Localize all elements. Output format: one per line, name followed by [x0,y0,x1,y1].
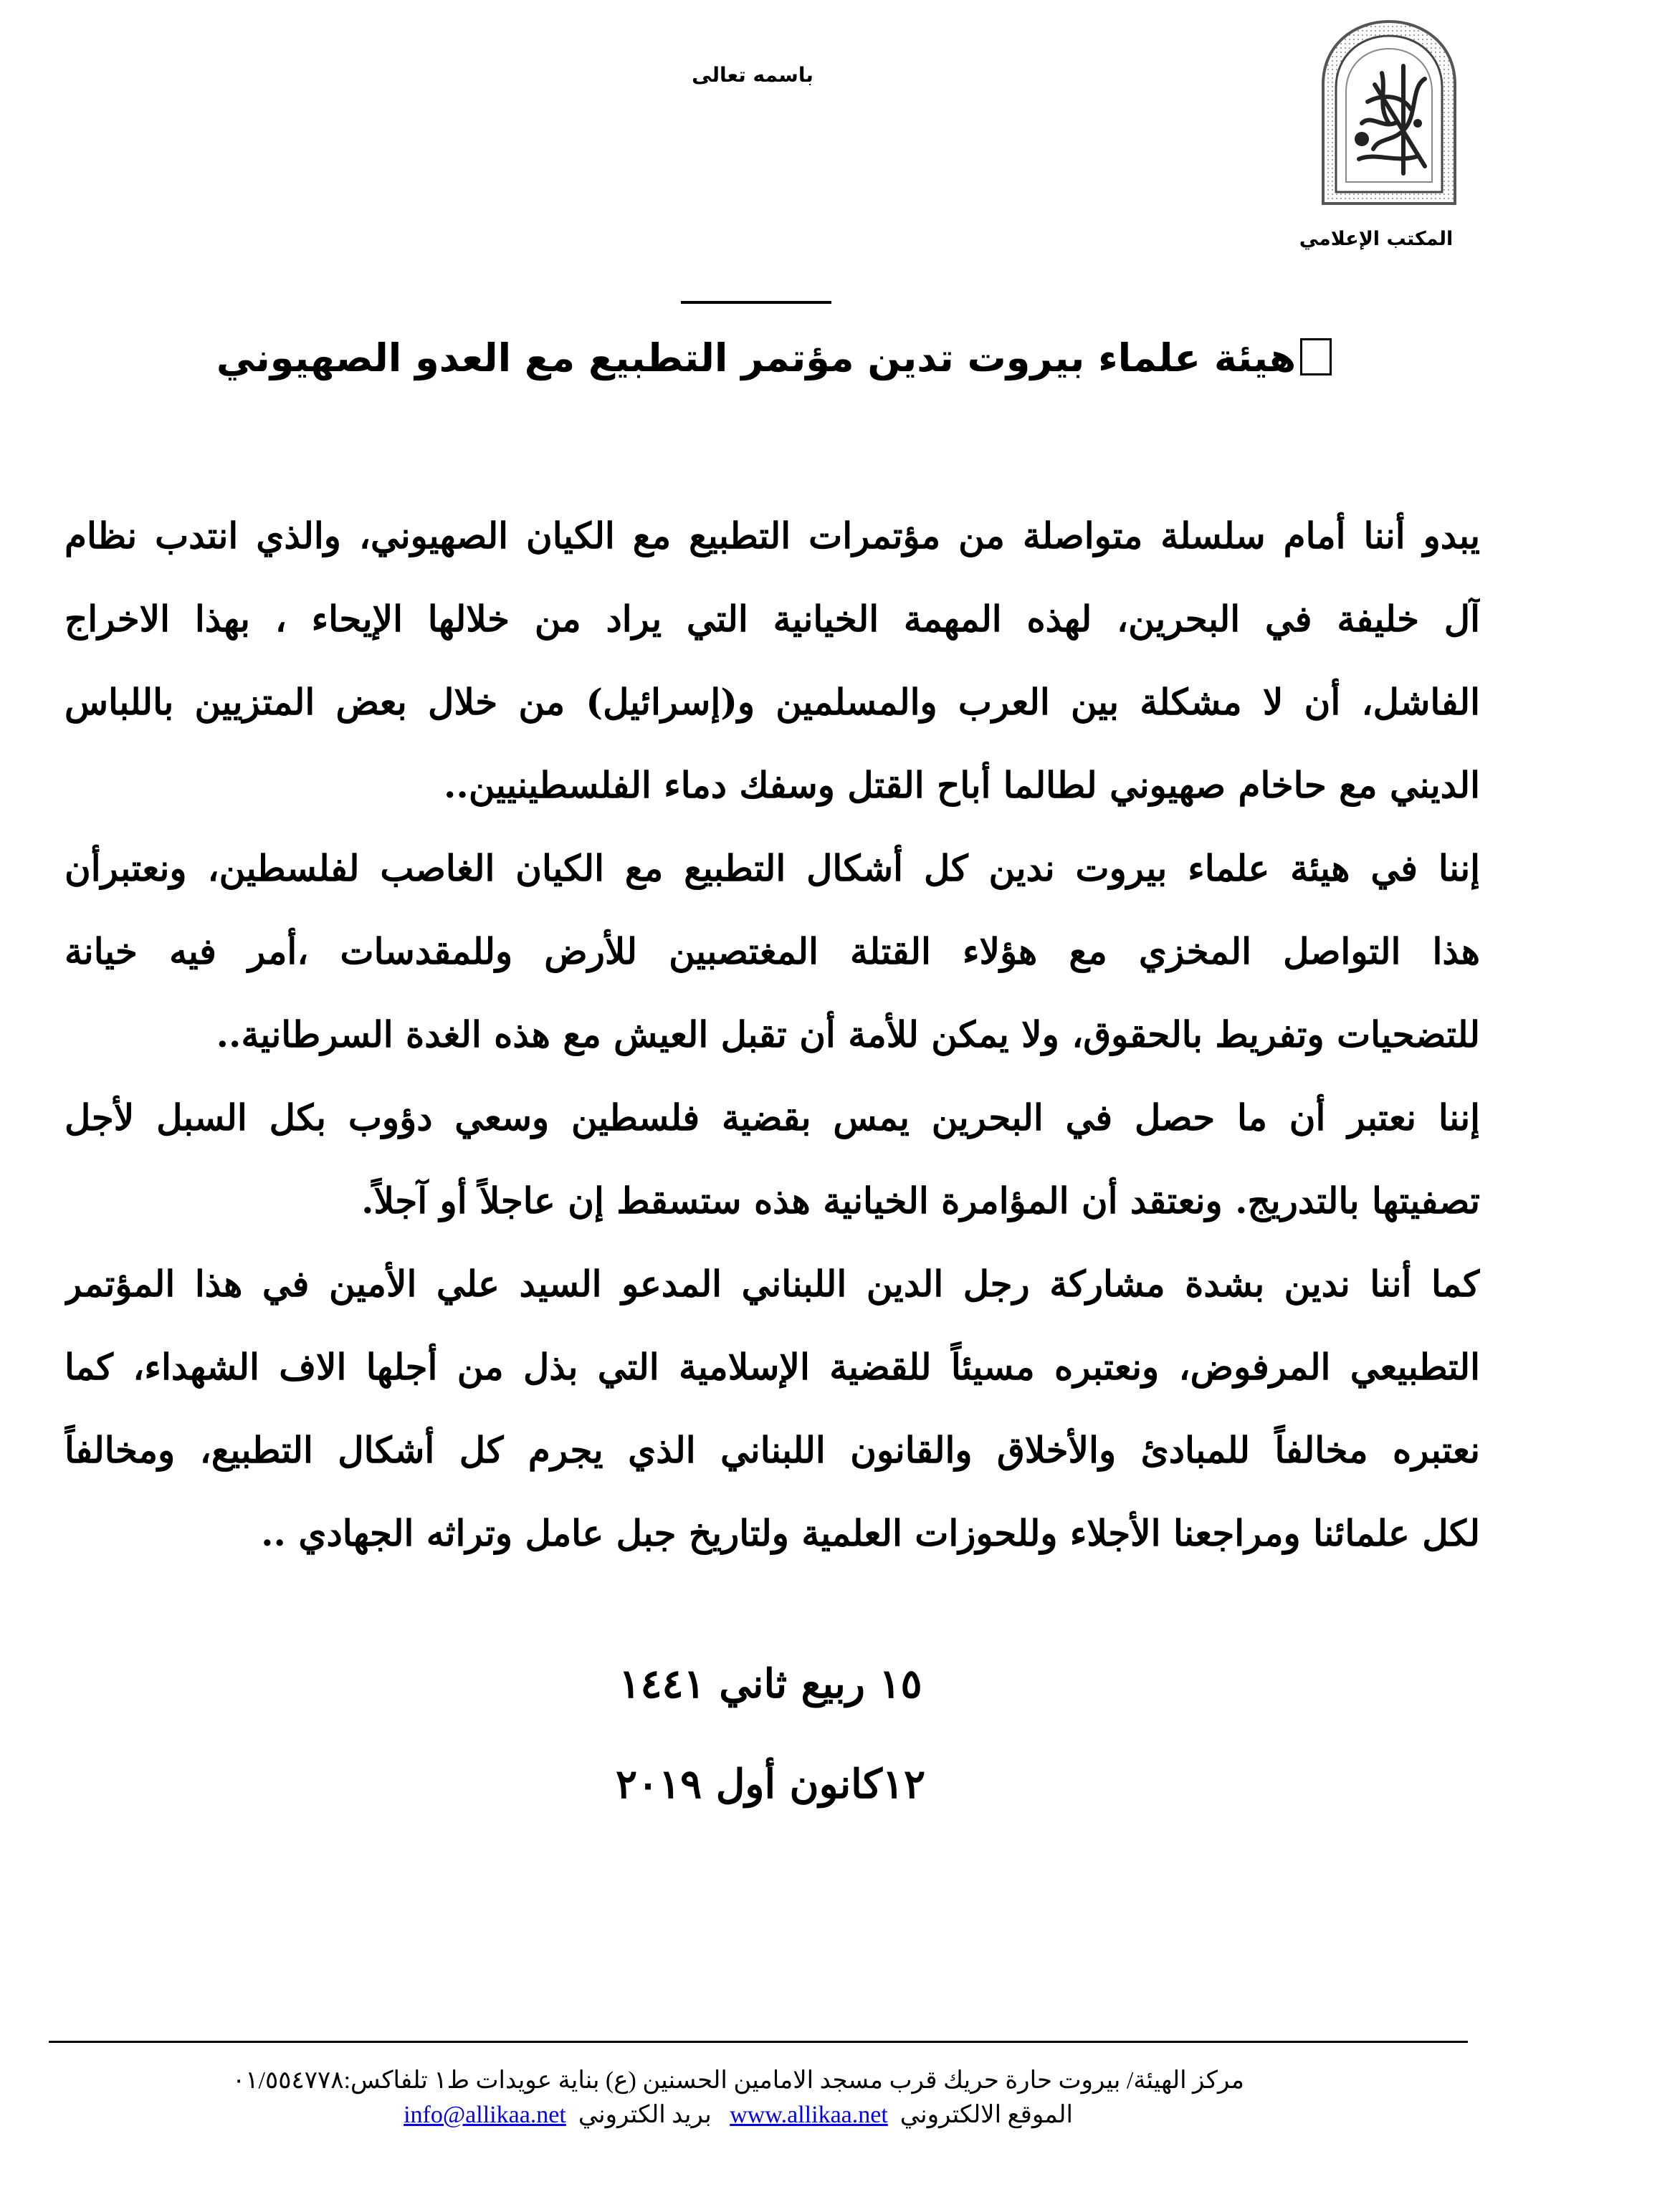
body-line: إننا في هيئة علماء بيروت ندين كل أشكال التطبيع مع الكيان الغاصب لفلسطين، ونعتبرأن [65,847,1480,889]
title-separator [681,301,831,304]
footer [143,2064,1333,2132]
date-block [502,1634,1039,1834]
footer-address: مركز الهيئة/ بيروت حارة حريك قرب مسجد الامامين الحسنين (ع) بناية عويدات ط١ تلفاكس:٠١/٥٥٤٧٧٨ [232,2067,1244,2094]
body-line: لكل علمائنا ومراجعنا الأجلاء وللحوزات العلمية ولتاريخ جبل عامل وتراثه الجهادي .. [261,1512,1480,1554]
body-line: يبدو أننا أمام سلسلة متواصلة من مؤتمرات التطبيع مع الكيان الصهيوني، والذي انتدب نظام [65,514,1480,557]
title-text: هيئة علماء بيروت تدين مؤتمر التطبيع مع العدو الصهيوني [216,335,1297,380]
website-link[interactable]: www.allikaa.net [730,2102,888,2128]
body-line: آل خليفة في البحرين، لهذه المهمة الخيانية التي يراد من خلالها الإيحاء ، بهذا الاخراج [65,598,1480,640]
basmala: باسمه تعالى [692,63,813,87]
body-line: إننا نعتبر أن ما حصل في البحرين يمس بقضية فلسطين وسعي دؤوب بكل السبل لأجل [65,1096,1480,1139]
media-office-label: المكتب الإعلامي [1299,228,1454,250]
hijri-date: ١٥ ربيع ثاني ١٤٤١ [619,1660,922,1708]
body-line: الفاشل، أن لا مشكلة بين العرب والمسلمين و(إسرائيل) من خلال بعض المتزيين باللباس [65,681,1480,723]
email-label: بريد الكتروني [578,2102,712,2128]
body-line: التطبيعي المرفوض، ونعتبره مسيئاً للقضية الإسلامية التي بذل من أجلها الاف الشهداء، كما [65,1346,1480,1388]
gregorian-date: ١٢كانون أول ٢٠١٩ [615,1761,926,1808]
body-line: الديني مع حاخام صهيوني لطالما أباح القتل وسفك دماء الفلسطينيين.. [444,764,1480,806]
calligraphy-seal-icon [1317,16,1461,209]
email-link[interactable]: info@allikaa.net [404,2102,566,2128]
footer-contacts [143,2098,1333,2132]
bullet-box-icon [1300,338,1332,375]
body-line: هذا التواصل المخزي مع هؤلاء القتلة المغتصبين للأرض وللمقدسات ،أمر فيه خيانة [65,930,1480,972]
website-label: الموقع الالكتروني [899,2102,1073,2128]
body-line: كما أننا ندين بشدة مشاركة رجل الدين اللبناني المدعو السيد علي الأمين في هذا المؤتمر [65,1263,1480,1305]
footer-rule [49,2041,1468,2043]
statement-body [65,494,1480,1575]
page-title [215,330,1333,387]
body-line: تصفيتها بالتدريج. ونعتقد أن المؤامرة الخيانية هذه ستسقط إن عاجلاً أو آجلاً. [361,1179,1480,1222]
body-line: نعتبره مخالفاً للمبادئ والأخلاق والقانون اللبناني الذي يجرم كل أشكال التطبيع، ومخالفاً [65,1429,1480,1471]
body-line: للتضحيات وتفريط بالحقوق، ولا يمكن للأمة أن تقبل العيش مع هذه الغدة السرطانية.. [216,1013,1480,1055]
